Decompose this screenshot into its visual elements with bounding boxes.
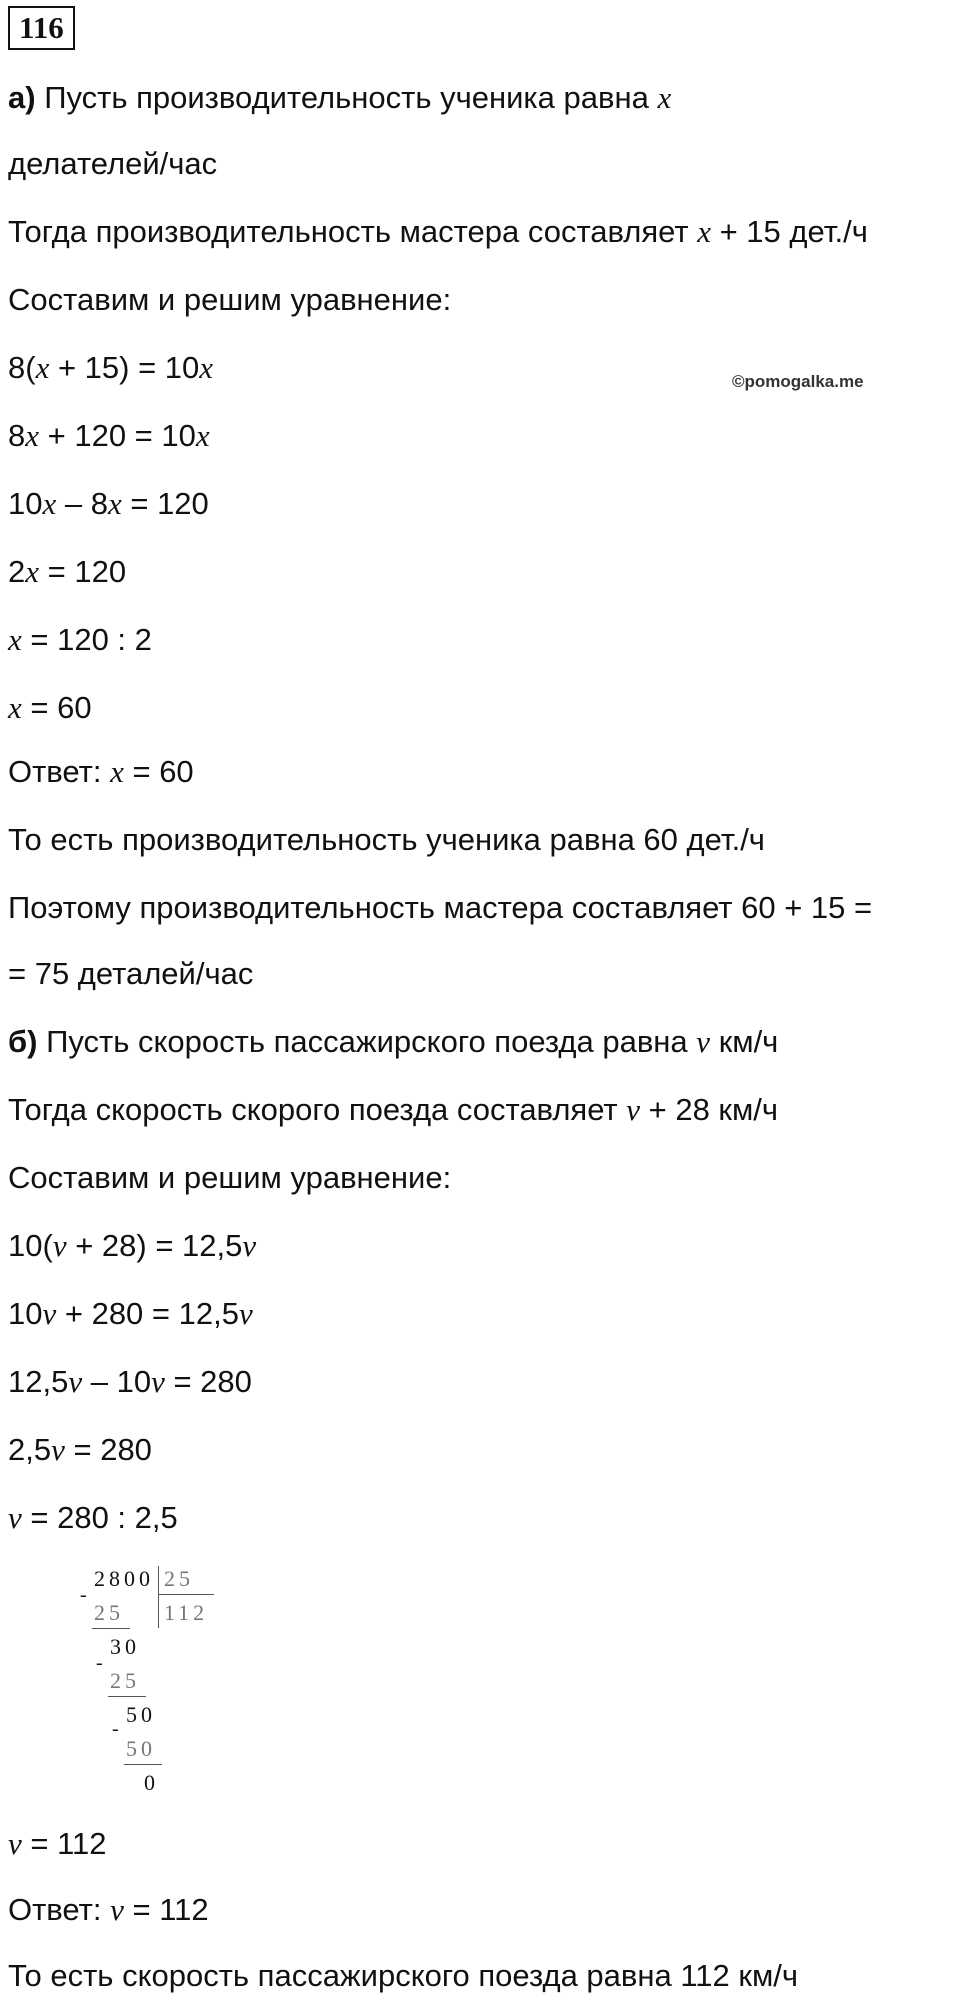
- part-a-line-14: = 75 деталей/час: [8, 956, 254, 991]
- eq-text: = 280: [164, 1364, 252, 1399]
- var-x: x: [8, 690, 22, 725]
- var-x: x: [107, 486, 122, 521]
- problem-number: 116: [8, 6, 75, 50]
- var-v: v: [42, 1296, 57, 1331]
- part-b-line-2-text: Тогда скорость скорого поезда составляет: [8, 1092, 618, 1127]
- minus-sign: -: [80, 1584, 87, 1606]
- eq-text: – 10: [82, 1364, 152, 1399]
- eq-text: 2: [8, 554, 26, 589]
- eq-text: = 280 : 2,5: [21, 1500, 178, 1535]
- division-subtrahend-3: 50: [126, 1736, 156, 1761]
- answer-label: Ответ:: [8, 1892, 102, 1927]
- eq-text: 8(: [8, 350, 36, 385]
- var-v: v: [52, 1228, 67, 1263]
- eq-text: + 280 = 12,5: [56, 1296, 239, 1331]
- answer-value: = 60: [123, 754, 194, 789]
- eq-text: = 60: [21, 690, 92, 725]
- var-x: x: [25, 554, 40, 589]
- part-a-eq-2: [8, 416, 210, 456]
- var-v: v: [242, 1228, 257, 1263]
- division-rule: [92, 1628, 130, 1629]
- part-a-line-3: [8, 212, 868, 252]
- division-vertical-line: [158, 1566, 159, 1628]
- var-x: x: [199, 350, 214, 385]
- part-b-label: б): [8, 1024, 38, 1059]
- part-a-line-3-tail: + 15 дет./ч: [719, 214, 868, 249]
- var-v: v: [8, 1826, 22, 1861]
- eq-text: 12,5: [8, 1364, 69, 1399]
- var-x: x: [8, 622, 22, 657]
- part-a-line-13: Поэтому производительность мастера составляет 60 + 15 =: [8, 890, 873, 925]
- var-x: x: [110, 754, 124, 789]
- part-b-intro: [8, 1022, 778, 1062]
- division-dividend: 2800: [94, 1566, 154, 1591]
- var-x: x: [195, 418, 210, 453]
- part-a-line-12: То есть производительность ученика равна 60 дет./ч: [8, 822, 765, 857]
- var-v: v: [68, 1364, 83, 1399]
- var-v: v: [110, 1892, 124, 1927]
- var-x: x: [42, 486, 57, 521]
- part-a-eq-1: [8, 348, 213, 388]
- part-a-line-3-text: Тогда производительность мастера составляет: [8, 214, 689, 249]
- division-rule: [108, 1696, 146, 1697]
- eq-text: 8: [8, 418, 26, 453]
- var-v: v: [51, 1432, 65, 1467]
- minus-sign: -: [96, 1652, 103, 1674]
- division-remainder-3: 0: [144, 1770, 159, 1795]
- eq-text: = 112: [21, 1826, 107, 1861]
- var-v: v: [8, 1500, 22, 1535]
- division-quotient: 112: [164, 1600, 209, 1625]
- part-b-eq-4: [8, 1430, 152, 1470]
- part-b-eq-5: [8, 1498, 178, 1538]
- division-remainder-2: 50: [126, 1702, 156, 1727]
- part-a-eq-5: [8, 620, 152, 660]
- division-quotient-line: [158, 1594, 214, 1595]
- part-a-intro-text: Пусть производительность ученика равна: [44, 80, 649, 115]
- answer-label: Ответ:: [8, 754, 102, 789]
- eq-text: – 8: [56, 486, 108, 521]
- var-v: v: [626, 1092, 640, 1127]
- var-v: v: [151, 1364, 165, 1399]
- eq-text: = 120: [39, 554, 127, 589]
- var-v: v: [696, 1024, 711, 1059]
- var-x: x: [657, 80, 672, 115]
- division-rule: [124, 1764, 162, 1765]
- division-subtrahend-1: 25: [94, 1600, 124, 1625]
- part-b-intro-tail: км/ч: [718, 1024, 779, 1059]
- part-b-answer: [8, 1890, 209, 1930]
- eq-text: 10: [8, 486, 43, 521]
- var-x: x: [35, 350, 50, 385]
- part-a-intro: [8, 78, 671, 118]
- part-a-line-2: делателей/час: [8, 146, 218, 181]
- answer-value: = 112: [123, 1892, 209, 1927]
- part-b-eq-2: [8, 1294, 253, 1334]
- minus-sign: -: [112, 1718, 119, 1740]
- part-a-line-4: Составим и решим уравнение:: [8, 282, 452, 317]
- division-remainder-1: 30: [110, 1634, 140, 1659]
- division-subtrahend-2: 25: [110, 1668, 140, 1693]
- eq-text: 2,5: [8, 1432, 52, 1467]
- part-b-final: То есть скорость пассажирского поезда равна 112 км/ч: [8, 1958, 799, 1993]
- eq-text: + 28) = 12,5: [66, 1228, 243, 1263]
- eq-text: + 120 = 10: [39, 418, 196, 453]
- part-b-eq-3: [8, 1362, 252, 1402]
- watermark: ©pomogalka.me: [732, 372, 864, 391]
- var-v: v: [238, 1296, 253, 1331]
- part-a-eq-6: [8, 688, 92, 728]
- part-a-eq-3: [8, 484, 209, 524]
- part-b-eq-6: [8, 1824, 107, 1864]
- eq-text: 10: [8, 1296, 43, 1331]
- eq-text: 10(: [8, 1228, 53, 1263]
- eq-text: + 15) = 10: [49, 350, 200, 385]
- part-a-eq-4: [8, 552, 126, 592]
- part-b-eq-1: [8, 1226, 256, 1266]
- part-b-line-2-tail: + 28 км/ч: [648, 1092, 779, 1127]
- eq-text: = 120: [121, 486, 209, 521]
- var-x: x: [697, 214, 711, 249]
- eq-text: = 120 : 2: [21, 622, 152, 657]
- part-b-line-2: [8, 1090, 778, 1130]
- division-divisor: 25: [164, 1566, 194, 1591]
- part-b-intro-text: Пусть скорость пассажирского поезда равна: [46, 1024, 688, 1059]
- part-b-line-3: Составим и решим уравнение:: [8, 1160, 452, 1195]
- part-a-answer: [8, 752, 194, 792]
- eq-text: = 280: [64, 1432, 152, 1467]
- part-a-label: а): [8, 80, 36, 115]
- var-x: x: [25, 418, 40, 453]
